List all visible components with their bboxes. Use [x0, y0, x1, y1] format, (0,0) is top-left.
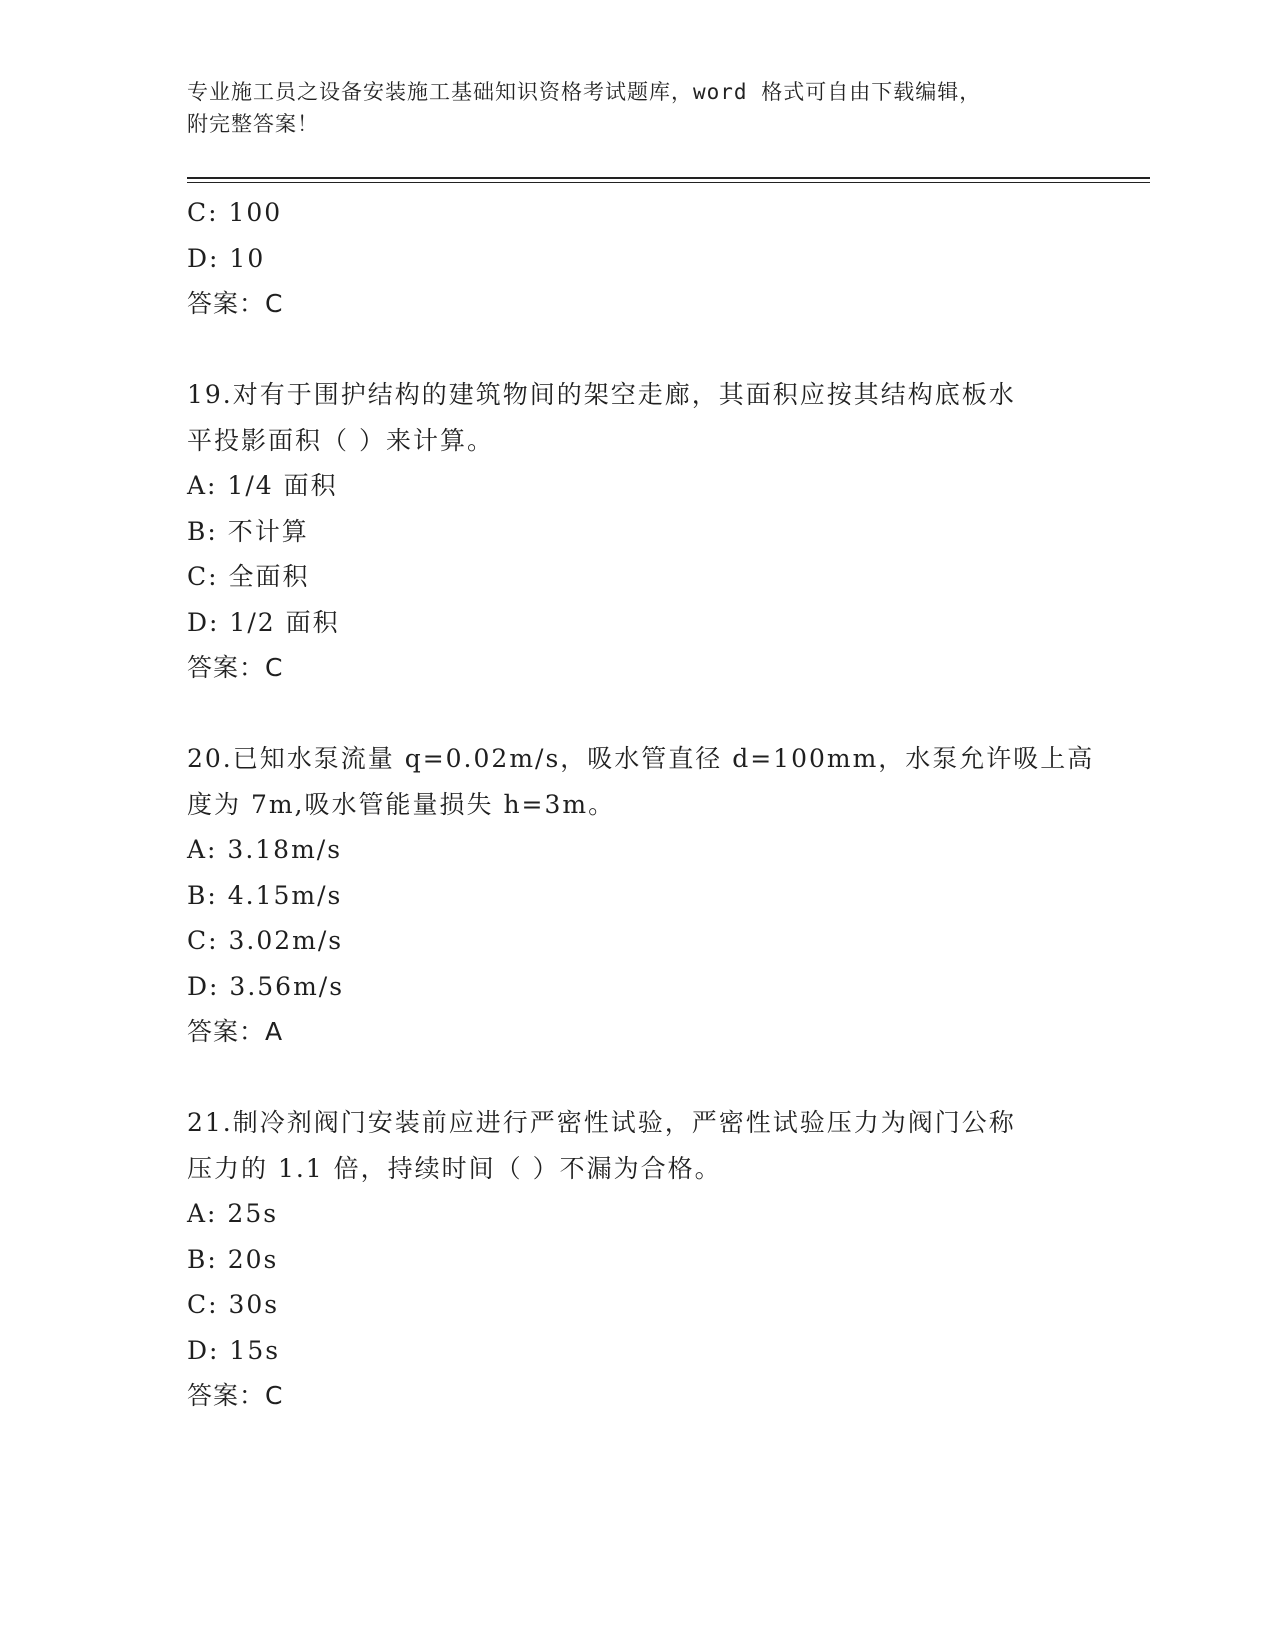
q20-option-c: C: 3.02m/s [187, 926, 344, 955]
question-19 [187, 372, 1087, 691]
q21-option-a: A: 25s [187, 1199, 279, 1228]
q20-option-b: B: 4.15m/s [187, 880, 343, 910]
question-list [187, 190, 1095, 1419]
q18-option-d: D: 10 [187, 243, 266, 273]
question-21 [187, 1100, 1087, 1419]
q20-option-d: D: 3.56m/s [187, 971, 345, 1001]
q21-option-c: C: 30s [187, 1290, 280, 1319]
page-header [187, 76, 1067, 140]
q18-answer: 答案：C [187, 289, 284, 318]
q19-stem-line-2: 平投影面积（ ）来计算。 [187, 425, 494, 455]
q21-stem-line-2: 压力的 1.1 倍，持续时间（ ）不漏为合格。 [187, 1153, 722, 1183]
q20-answer: 答案：A [187, 1017, 284, 1046]
q21-answer: 答案：C [187, 1381, 284, 1410]
header-line-1: 专业施工员之设备安装施工基础知识资格考试题库，word 格式可自由下载编辑， [187, 80, 982, 104]
q21-option-d: D: 15s [187, 1335, 281, 1365]
q19-answer: 答案：C [187, 653, 284, 682]
q20-stem-line-2: 度为 7m,吸水管能量损失 h=3m。 [187, 789, 616, 819]
q20-option-a: A: 3.18m/s [187, 835, 343, 864]
q19-option-a: A: 1/4 面积 [187, 471, 338, 500]
q19-option-d: D: 1/2 面积 [187, 607, 340, 637]
header-line-2: 附完整答案！ [187, 112, 319, 136]
question-20 [187, 736, 1095, 1055]
header-divider-thin [187, 182, 1150, 183]
question-18 [187, 190, 1087, 327]
q20-stem-line-1: 20.已知水泵流量 q=0.02m/s，吸水管直径 d=100mm，水泵允许吸上高 [187, 744, 1095, 773]
spacer [187, 1055, 1087, 1101]
header-divider-thick [187, 177, 1150, 179]
q18-option-c: C: 100 [187, 198, 283, 227]
q19-option-b: B: 不计算 [187, 516, 309, 546]
q19-option-c: C: 全面积 [187, 562, 310, 591]
spacer [187, 691, 1087, 737]
spacer [187, 327, 1087, 373]
q19-stem-line-1: 19.对有于围护结构的建筑物间的架空走廊，其面积应按其结构底板水 [187, 380, 1016, 409]
q21-stem-line-1: 21.制冷剂阀门安装前应进行严密性试验，严密性试验压力为阀门公称 [187, 1108, 1016, 1137]
q21-option-b: B: 20s [187, 1244, 279, 1274]
